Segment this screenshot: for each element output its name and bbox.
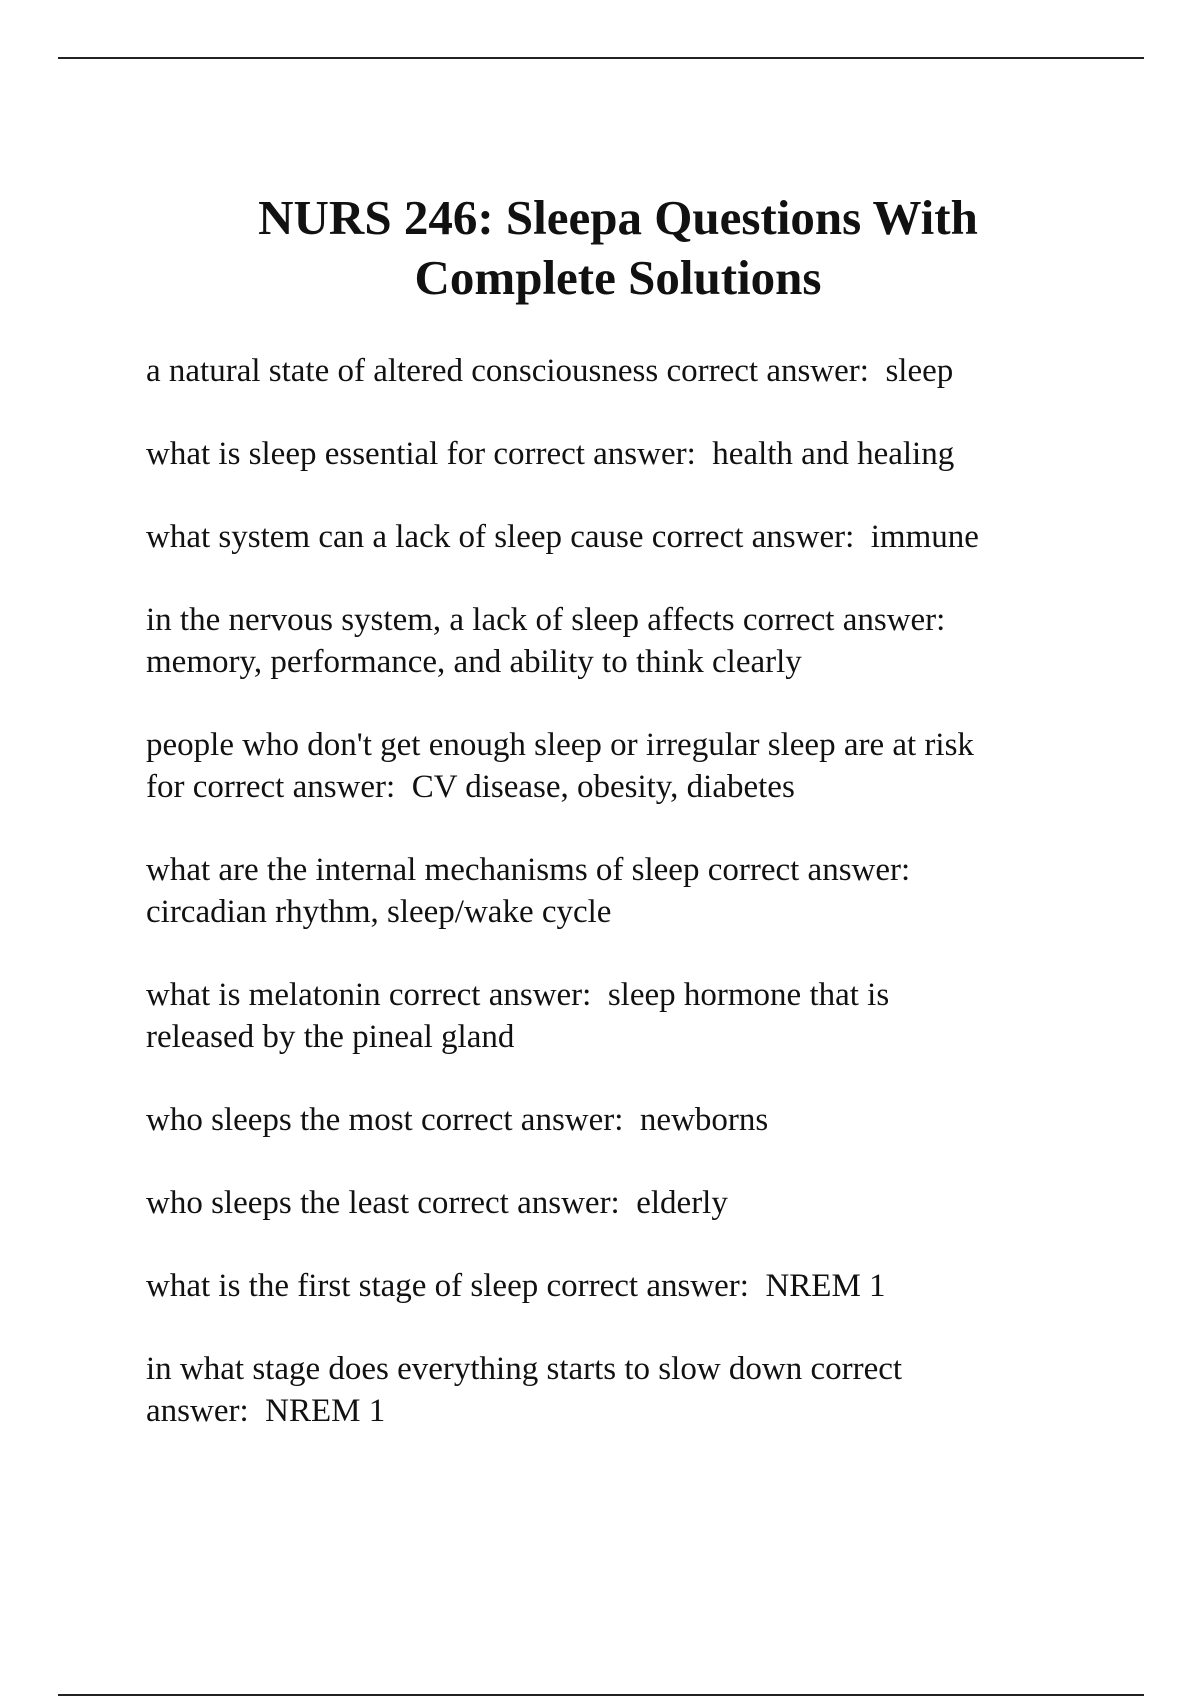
qa-item-immune-system: what system can a lack of sleep cause correct answer: immune (146, 519, 979, 555)
bottom-rule (58, 1694, 1144, 1696)
page-title (0, 188, 1200, 308)
top-rule (58, 57, 1144, 59)
qa-item-risk-factors: people who don't get enough sleep or irregular sleep are at risk for correct answer: CV disease, obesity, diabetes (146, 727, 974, 805)
qa-item-sleeps-least: who sleeps the least correct answer: elderly (146, 1185, 728, 1221)
qa-item-sleeps-most: who sleeps the most correct answer: newborns (146, 1102, 769, 1138)
qa-item-sleep-definition: a natural state of altered consciousness correct answer: sleep (146, 353, 954, 389)
qa-item-slow-down-stage: in what stage does everything starts to slow down correct answer: NREM 1 (146, 1351, 903, 1429)
page-title-line-1: NURS 246: Sleepa Questions With (258, 190, 978, 245)
qa-list (146, 350, 1106, 1473)
qa-item-internal-mechanisms: what are the internal mechanisms of sleep correct answer: circadian rhythm, sleep/wake cycle (146, 852, 911, 930)
qa-item-nervous-system: in the nervous system, a lack of sleep affects correct answer: memory, performance, and ability to think clearly (146, 602, 946, 680)
qa-item-first-stage: what is the first stage of sleep correct answer: NREM 1 (146, 1268, 886, 1304)
qa-item-sleep-essential: what is sleep essential for correct answer: health and healing (146, 436, 955, 472)
qa-item-melatonin: what is melatonin correct answer: sleep hormone that is released by the pineal gland (146, 977, 890, 1055)
page-title-line-2: Complete Solutions (414, 250, 822, 305)
